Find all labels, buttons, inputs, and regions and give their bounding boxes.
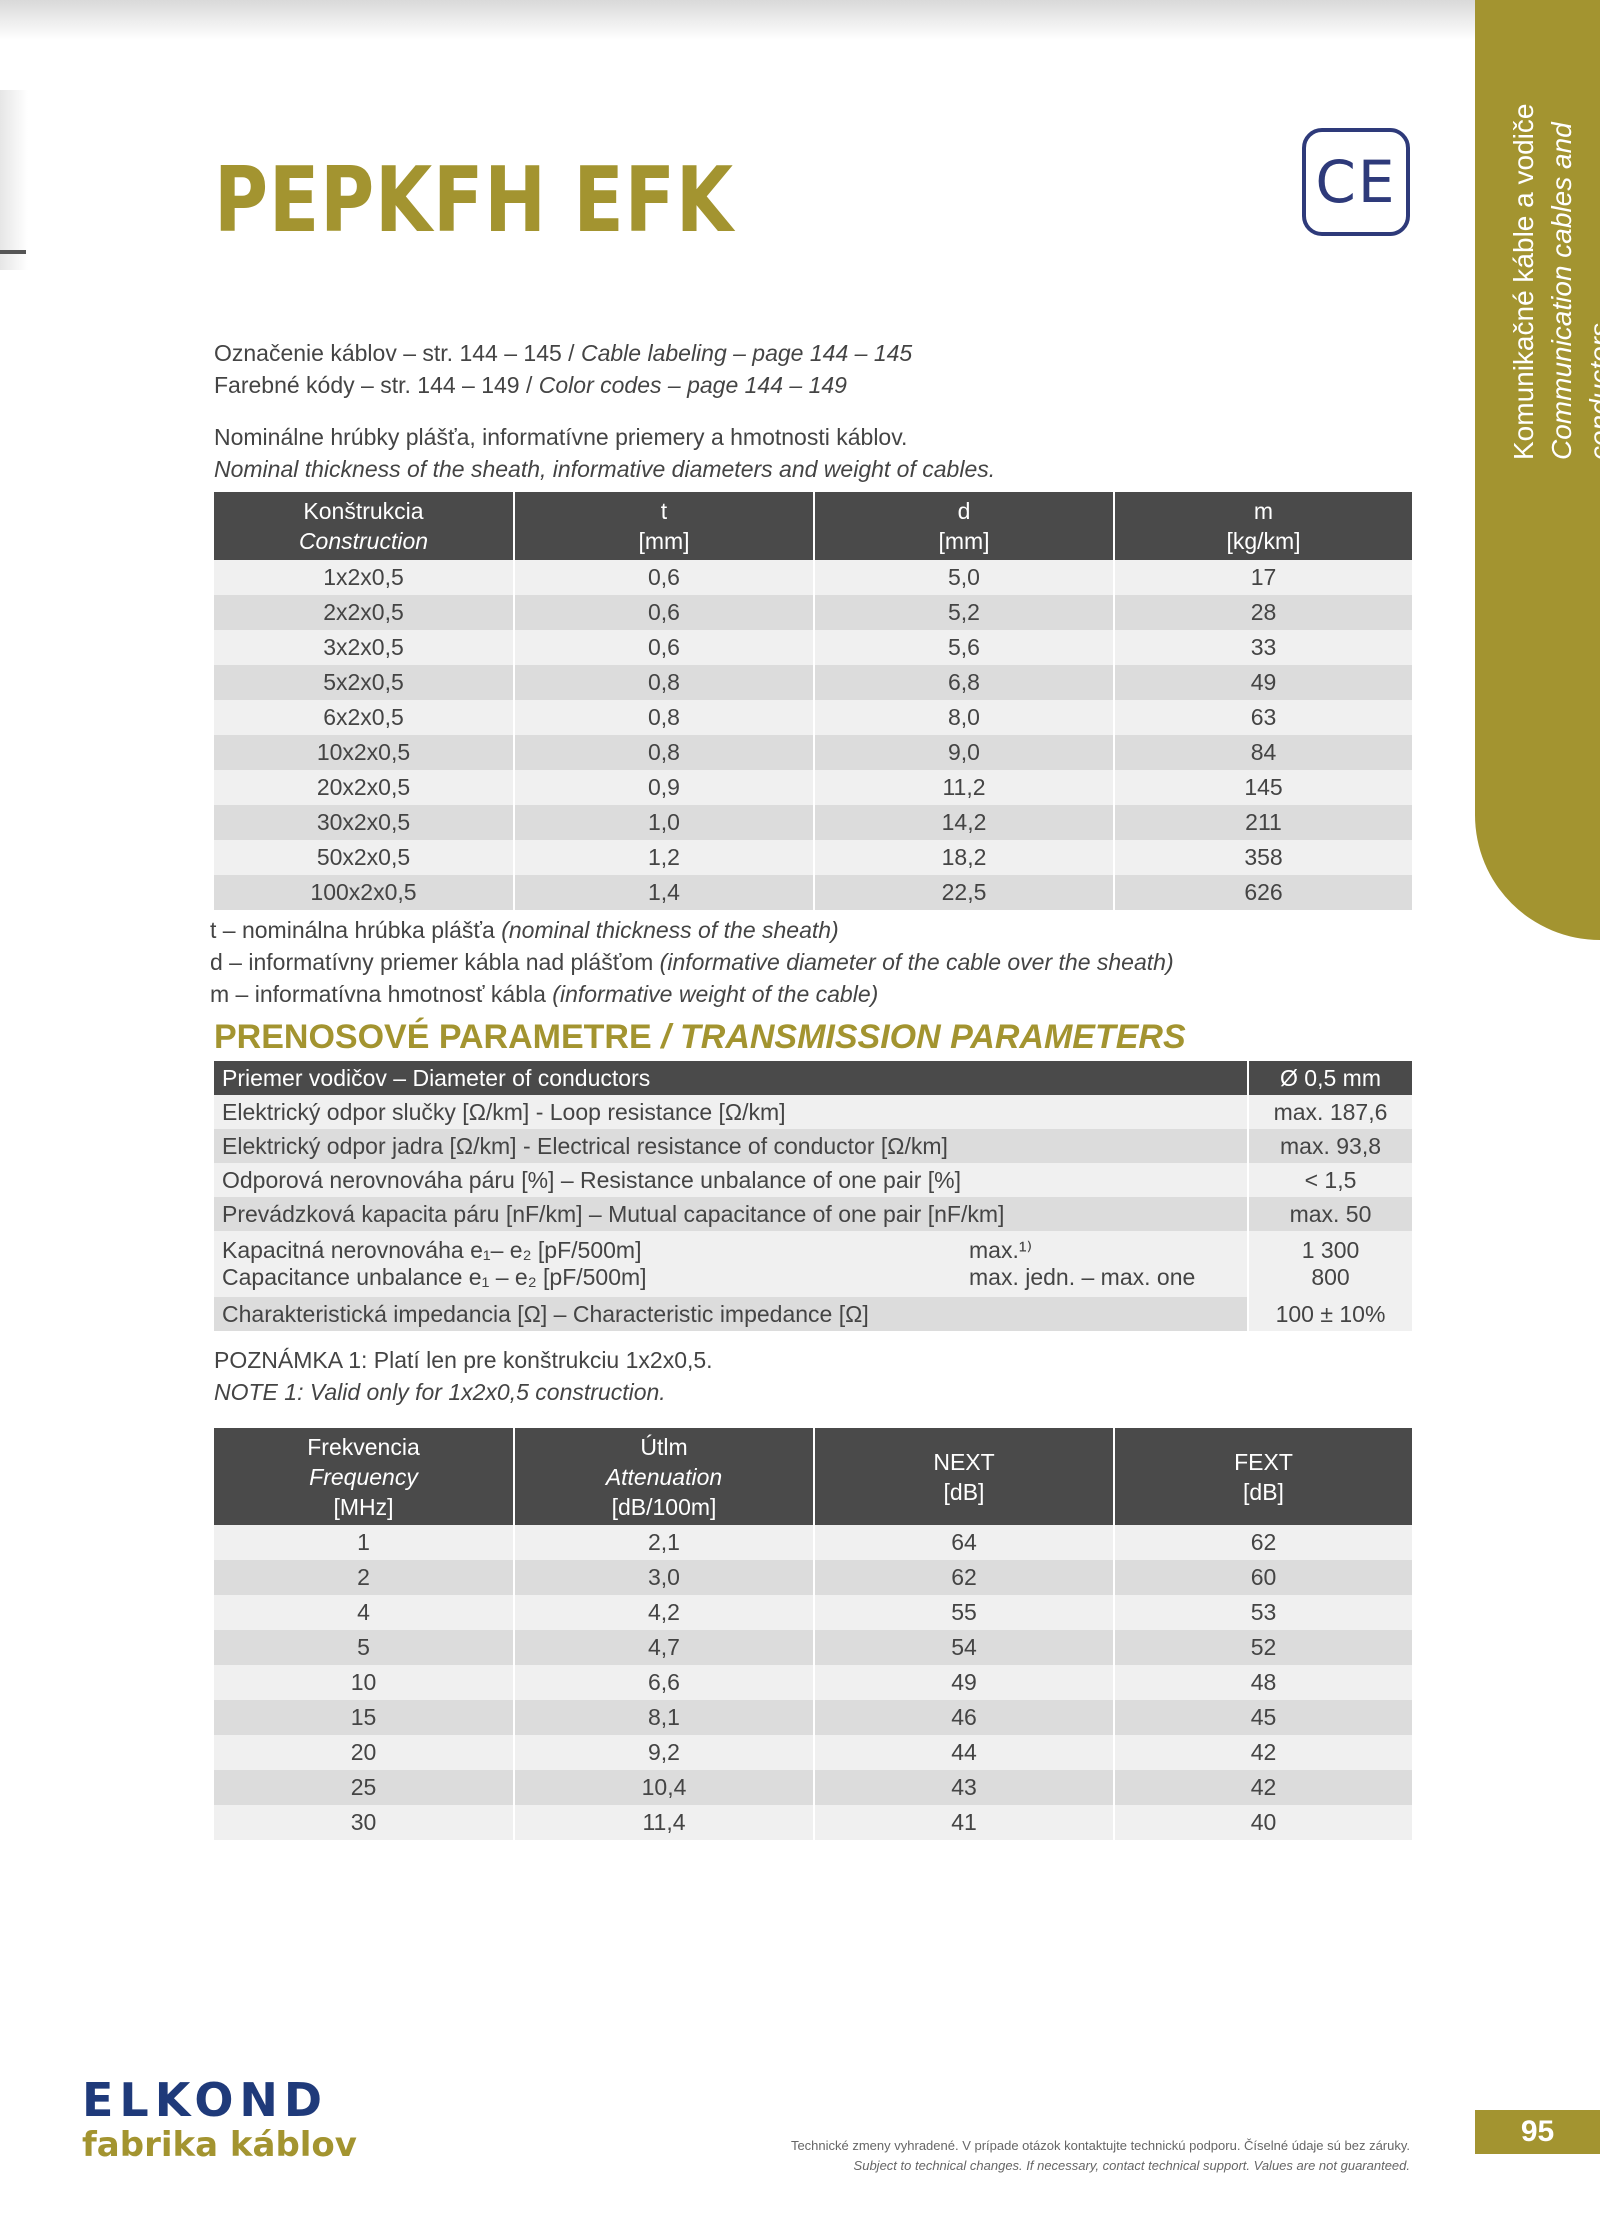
table-cell: 2,1 xyxy=(514,1525,814,1560)
color-codes-ref xyxy=(214,372,847,399)
table-cell: 1x2x0,5 xyxy=(214,560,514,595)
header-fext xyxy=(1114,1428,1412,1525)
table-cell: 211 xyxy=(1114,805,1412,840)
header-line: [dB] xyxy=(943,1478,985,1505)
header-line: m xyxy=(1253,498,1274,524)
param-label: Odporová nerovnováha páru [%] – Resistance unbalance of one pair [%] xyxy=(214,1163,1248,1197)
table-cell: 0,9 xyxy=(514,770,814,805)
table-cell: 10 xyxy=(214,1665,514,1700)
table-cell: 6,6 xyxy=(514,1665,814,1700)
header-line: Attenuation xyxy=(605,1463,723,1490)
capacitance-label: Capacitance unbalance e₁ – e₂ [pF/500m] xyxy=(222,1264,647,1290)
page-number: 95 xyxy=(1475,2110,1600,2154)
table-cell: 40 xyxy=(1114,1805,1412,1840)
table-cell: 50x2x0,5 xyxy=(214,840,514,875)
footer-en: Subject to technical changes. If necessary, contact technical support. Values are not guaranteed. xyxy=(853,2158,1410,2173)
header-line: FEXT xyxy=(1234,1448,1293,1475)
param-label: Elektrický odpor slučky [Ω/km] - Loop resistance [Ω/km] xyxy=(214,1095,1248,1129)
capacitance-label: Kapacitná nerovnováha e₁– e₂ [pF/500m] xyxy=(222,1237,642,1263)
table-cell: 0,8 xyxy=(514,735,814,770)
table-cell: 48 xyxy=(1114,1665,1412,1700)
intro-en xyxy=(214,456,995,483)
table-cell: 5x2x0,5 xyxy=(214,665,514,700)
table-cell: 5,0 xyxy=(814,560,1114,595)
frequency-row xyxy=(214,1665,1412,1700)
table-cell: 30 xyxy=(214,1805,514,1840)
table-cell: 8,0 xyxy=(814,700,1114,735)
table-cell: 30x2x0,5 xyxy=(214,805,514,840)
table-cell: 62 xyxy=(1114,1525,1412,1560)
table-cell: 62 xyxy=(814,1560,1114,1595)
frequency-row xyxy=(214,1630,1412,1665)
ref-sk: Označenie káblov – str. 144 – 145 / xyxy=(214,340,575,366)
table-cell: 20 xyxy=(214,1735,514,1770)
frequency-table xyxy=(214,1428,1412,1840)
legend-item xyxy=(210,914,1174,946)
frequency-row xyxy=(214,1700,1412,1735)
header-line: [mm] xyxy=(938,528,990,554)
param-value xyxy=(1248,1231,1412,1297)
capacitance-qualifier: max.¹⁾ xyxy=(969,1237,1033,1263)
params-row xyxy=(214,1095,1412,1129)
params-row xyxy=(214,1129,1412,1163)
table-cell: 3,0 xyxy=(514,1560,814,1595)
header-frequency xyxy=(214,1428,514,1525)
side-category-en: Communication cables and conductors xyxy=(1546,122,1615,460)
table-header-row xyxy=(214,1428,1412,1525)
construction-row xyxy=(214,875,1412,910)
header-next xyxy=(814,1428,1114,1525)
param-value: max. 187,6 xyxy=(1248,1095,1412,1129)
table-cell: 2 xyxy=(214,1560,514,1595)
frequency-row xyxy=(214,1805,1412,1840)
param-label: Prevádzková kapacita páru [nF/km] – Mutual capacitance of one pair [nF/km] xyxy=(214,1197,1248,1231)
table-cell: 14,2 xyxy=(814,805,1114,840)
table-cell: 1,2 xyxy=(514,840,814,875)
table-cell: 33 xyxy=(1114,630,1412,665)
note-sk: POZNÁMKA 1: Platí len pre konštrukciu 1x2x0,5. xyxy=(214,1347,713,1373)
footer-sk: Technické zmeny vyhradené. V prípade otázok kontaktujte technickú podporu. Číselné údaje sú bez záruky. xyxy=(790,2138,1410,2153)
construction-row xyxy=(214,595,1412,630)
legend-item xyxy=(210,978,1174,1010)
param-label: Elektrický odpor jadra [Ω/km] - Electrical resistance of conductor [Ω/km] xyxy=(214,1129,1248,1163)
legend-en: (informative diameter of the cable over the sheath) xyxy=(659,949,1174,975)
ref-sk: Farebné kódy – str. 144 – 149 / xyxy=(214,372,533,398)
table-cell: 6,8 xyxy=(814,665,1114,700)
table-cell: 10x2x0,5 xyxy=(214,735,514,770)
header-attenuation xyxy=(514,1428,814,1525)
legend-sk: m – informatívna hmotnosť kábla xyxy=(210,981,546,1007)
table-cell: 4,7 xyxy=(514,1630,814,1665)
frequency-row xyxy=(214,1770,1412,1805)
header-line: Construction xyxy=(298,528,429,554)
table-cell: 55 xyxy=(814,1595,1114,1630)
frequency-row xyxy=(214,1735,1412,1770)
logo-tagline: fabrika káblov xyxy=(82,2125,357,2165)
legend-en: (nominal thickness of the sheath) xyxy=(501,917,839,943)
section-title-en: / TRANSMISSION PARAMETERS xyxy=(661,1018,1186,1056)
capacitance-value: 800 xyxy=(1311,1264,1350,1290)
table-cell: 0,6 xyxy=(514,630,814,665)
header-line: Frequency xyxy=(309,1463,418,1490)
table-cell: 41 xyxy=(814,1805,1114,1840)
param-value: max. 50 xyxy=(1248,1197,1412,1231)
table-cell: 20x2x0,5 xyxy=(214,770,514,805)
table-cell: 0,6 xyxy=(514,595,814,630)
params-row xyxy=(214,1163,1412,1197)
header-t xyxy=(514,492,814,560)
table-cell: 5,6 xyxy=(814,630,1114,665)
ce-mark-icon: CE xyxy=(1302,128,1410,236)
table-cell: 60 xyxy=(1114,1560,1412,1595)
table-cell: 0,8 xyxy=(514,700,814,735)
frequency-row xyxy=(214,1560,1412,1595)
construction-row xyxy=(214,805,1412,840)
param-value: 100 ± 10% xyxy=(1248,1297,1412,1331)
table-cell: 11,2 xyxy=(814,770,1114,805)
header-m xyxy=(1114,492,1412,560)
table-cell: 43 xyxy=(814,1770,1114,1805)
transmission-params-table xyxy=(214,1061,1412,1331)
construction-row xyxy=(214,840,1412,875)
table-cell: 8,1 xyxy=(514,1700,814,1735)
cable-labeling-ref xyxy=(214,340,912,367)
table-cell: 1,0 xyxy=(514,805,814,840)
table-cell: 9,2 xyxy=(514,1735,814,1770)
table-cell: 15 xyxy=(214,1700,514,1735)
param-label xyxy=(214,1231,1248,1297)
table-cell: 84 xyxy=(1114,735,1412,770)
header-line: [MHz] xyxy=(333,1493,394,1520)
legend-item xyxy=(210,946,1174,978)
table-cell: 52 xyxy=(1114,1630,1412,1665)
params-row xyxy=(214,1297,1412,1331)
top-shade xyxy=(0,0,1475,40)
table-cell: 42 xyxy=(1114,1735,1412,1770)
table-cell: 626 xyxy=(1114,875,1412,910)
legend-sk: t – nominálna hrúbka plášťa xyxy=(210,917,495,943)
params-header-row xyxy=(214,1061,1412,1095)
construction-table xyxy=(214,492,1412,910)
table-cell: 3x2x0,5 xyxy=(214,630,514,665)
param-value: Ø 0,5 mm xyxy=(1248,1061,1412,1095)
table-cell: 46 xyxy=(814,1700,1114,1735)
page-title: PEPKFH EFK xyxy=(214,148,734,253)
header-d xyxy=(814,492,1114,560)
intro-en-text: Nominal thickness of the sheath, informative diameters and weight of cables. xyxy=(214,456,996,482)
capacitance-value: 1 300 xyxy=(1301,1237,1360,1263)
table-cell: 18,2 xyxy=(814,840,1114,875)
table-cell: 4,2 xyxy=(514,1595,814,1630)
capacitance-qualifier: max. jedn. – max. one xyxy=(969,1264,1196,1290)
ref-en: Cable labeling – page 144 – 145 xyxy=(580,340,913,366)
construction-row xyxy=(214,560,1412,595)
note-1 xyxy=(214,1344,713,1408)
construction-row xyxy=(214,700,1412,735)
table-cell: 49 xyxy=(814,1665,1114,1700)
construction-row xyxy=(214,630,1412,665)
table-cell: 5 xyxy=(214,1630,514,1665)
table-cell: 25 xyxy=(214,1770,514,1805)
footer-disclaimer xyxy=(791,2136,1410,2176)
table-cell: 45 xyxy=(1114,1700,1412,1735)
table-cell: 44 xyxy=(814,1735,1114,1770)
header-line: t xyxy=(660,498,668,524)
table-cell: 17 xyxy=(1114,560,1412,595)
header-line: [dB/100m] xyxy=(611,1493,717,1520)
param-value: < 1,5 xyxy=(1248,1163,1412,1197)
symbol-legend xyxy=(210,914,1174,1010)
param-label: Charakteristická impedancia [Ω] – Characteristic impedance [Ω] xyxy=(214,1297,1248,1331)
table-cell: 0,6 xyxy=(514,560,814,595)
transmission-section-title xyxy=(214,1018,1186,1057)
legend-en: (informative weight of the cable) xyxy=(552,981,879,1007)
table-cell: 63 xyxy=(1114,700,1412,735)
construction-row xyxy=(214,770,1412,805)
table-cell: 49 xyxy=(1114,665,1412,700)
side-category-sk: Komunikačné káble a vodiče xyxy=(1508,103,1539,460)
table-cell: 5,2 xyxy=(814,595,1114,630)
capacitance-line-2 xyxy=(222,1264,1239,1291)
header-line: [kg/km] xyxy=(1226,528,1301,554)
header-construction xyxy=(214,492,514,560)
table-cell: 10,4 xyxy=(514,1770,814,1805)
header-line: Frekvencia xyxy=(307,1433,420,1460)
table-cell: 53 xyxy=(1114,1595,1412,1630)
table-header-row xyxy=(214,492,1412,560)
frequency-row xyxy=(214,1595,1412,1630)
header-line: Útlm xyxy=(640,1433,688,1460)
table-cell: 64 xyxy=(814,1525,1114,1560)
table-cell: 11,4 xyxy=(514,1805,814,1840)
capacitance-line-1 xyxy=(222,1237,1239,1264)
table-cell: 100x2x0,5 xyxy=(214,875,514,910)
header-line: [mm] xyxy=(638,528,690,554)
section-title-sk: PRENOSOVÉ PARAMETRE xyxy=(214,1018,652,1056)
header-line: NEXT xyxy=(933,1448,995,1475)
table-cell: 28 xyxy=(1114,595,1412,630)
params-row xyxy=(214,1197,1412,1231)
params-row-capacitance xyxy=(214,1231,1412,1297)
note-en: NOTE 1: Valid only for 1x2x0,5 construction. xyxy=(214,1379,666,1405)
construction-row xyxy=(214,665,1412,700)
side-category-label xyxy=(1505,20,1619,460)
table-cell: 54 xyxy=(814,1630,1114,1665)
table-cell: 6x2x0,5 xyxy=(214,700,514,735)
table-cell: 1,4 xyxy=(514,875,814,910)
param-label: Priemer vodičov – Diameter of conductors xyxy=(214,1061,1248,1095)
table-cell: 42 xyxy=(1114,1770,1412,1805)
ref-en: Color codes – page 144 – 149 xyxy=(538,372,847,398)
table-cell: 22,5 xyxy=(814,875,1114,910)
header-line: [dB] xyxy=(1243,1478,1284,1505)
param-value: max. 93,8 xyxy=(1248,1129,1412,1163)
intro-sk: Nominálne hrúbky plášťa, informatívne priemery a hmotnosti káblov. xyxy=(214,424,908,450)
frequency-row xyxy=(214,1525,1412,1560)
table-cell: 1 xyxy=(214,1525,514,1560)
table-cell: 145 xyxy=(1114,770,1412,805)
table-cell: 4 xyxy=(214,1595,514,1630)
logo-name: ELKOND xyxy=(82,2073,329,2127)
table-cell: 358 xyxy=(1114,840,1412,875)
header-line: Konštrukcia xyxy=(303,498,424,524)
header-line: d xyxy=(957,498,971,524)
page-edge-mark xyxy=(0,90,28,270)
construction-row xyxy=(214,735,1412,770)
table-cell: 9,0 xyxy=(814,735,1114,770)
legend-sk: d – informatívny priemer kábla nad plášťom xyxy=(210,949,654,975)
elkond-logo xyxy=(82,2075,357,2165)
table-cell: 2x2x0,5 xyxy=(214,595,514,630)
table-cell: 0,8 xyxy=(514,665,814,700)
